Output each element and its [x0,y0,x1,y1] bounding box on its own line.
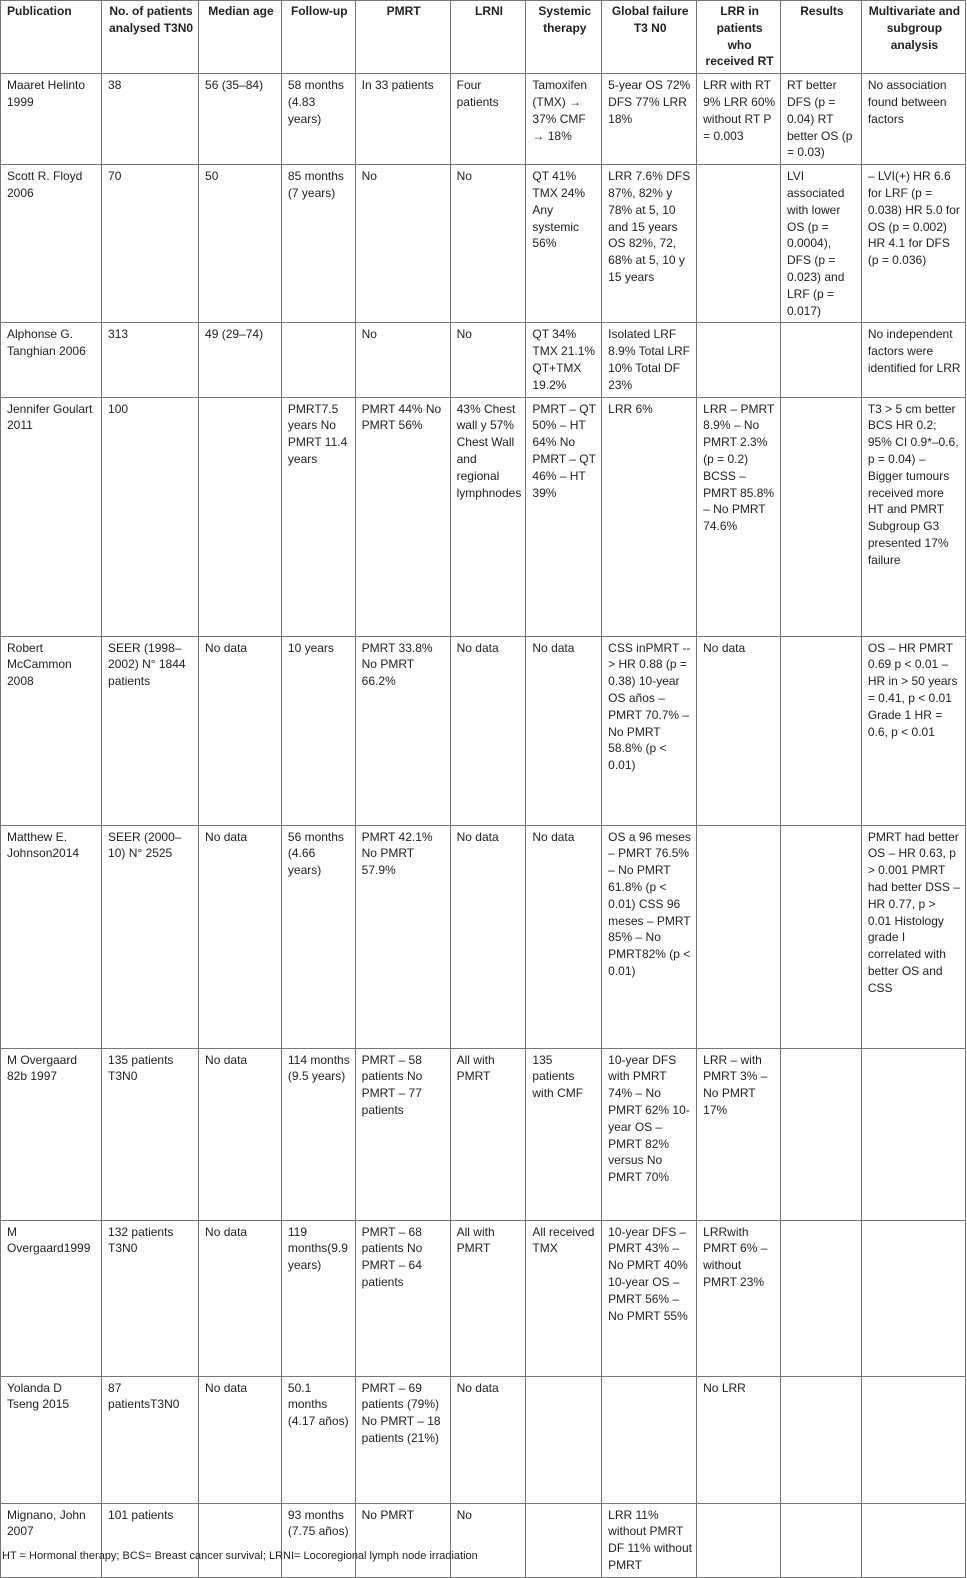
cell-pmrt: In 33 patients [355,74,450,165]
cell-median-age: 49 (29–74) [199,323,282,397]
cell-publication: Matthew E. Johnson2014 [1,825,102,1048]
cell-publication: Yolanda D Tseng 2015 [1,1376,102,1503]
cell-global-failure: LRR 7.6% DFS 87%, 82% y 78% at 5, 10 and 15 years OS 82%, 72, 68% at 5, 10 y 15 years [602,165,697,323]
cell-follow-up: 119 months(9.9 years) [281,1220,355,1376]
cell-patients: 70 [102,165,199,323]
table-row [1,1376,966,1503]
cell-pmrt: PMRT 33.8% No PMRT 66.2% [355,636,450,825]
cell-lrr [697,825,781,1048]
table-row [1,323,966,397]
cell-median-age: No data [199,1048,282,1220]
cell-follow-up: 114 months (9.5 years) [281,1048,355,1220]
table-row [1,1048,966,1220]
cell-results [781,1376,862,1503]
col-header-follow-up: Follow-up [281,1,355,74]
table-row [1,397,966,636]
header-row [1,1,966,74]
cell-lrr [697,165,781,323]
cell-systemic: 135 patients with CMF [526,1048,602,1220]
col-header-median-age: Median age [199,1,282,74]
cell-lrr [697,1503,781,1577]
cell-multivariate [861,1376,965,1503]
cell-publication: Alphonse G. Tanghian 2006 [1,323,102,397]
col-header-results: Results [781,1,862,74]
cell-patients: SEER (2000–10) N° 2525 [102,825,199,1048]
cell-median-age: No data [199,1376,282,1503]
cell-multivariate: PMRT had better OS – HR 0.63, p > 0.001 PMRT had better DSS – HR 0.77, p > 0.01 Histology grade I correlated with better OS and CSS [861,825,965,1048]
cell-results [781,323,862,397]
cell-lrr [697,323,781,397]
cell-results [781,1220,862,1376]
cell-follow-up: 56 months (4.66 years) [281,825,355,1048]
cell-pmrt: PMRT 42.1% No PMRT 57.9% [355,825,450,1048]
table-row [1,636,966,825]
table-row [1,1220,966,1376]
cell-pmrt: PMRT – 68 patients No PMRT – 64 patients [355,1220,450,1376]
cell-follow-up: 10 years [281,636,355,825]
cell-publication: Mignano, John 2007 [1,1503,102,1577]
cell-lrr: LRRwith PMRT 6% – without PMRT 23% [697,1220,781,1376]
cell-lrni: All with PMRT [450,1048,526,1220]
cell-results [781,1503,862,1577]
cell-multivariate: T3 > 5 cm better BCS HR 0.2; 95% CI 0.9*–0.6, p = 0.04) – Bigger tumours received more HT and PMRT Subgroup G3 presented 17% failure [861,397,965,636]
cell-patients: 135 patients T3N0 [102,1048,199,1220]
cell-pmrt: No PMRT [355,1503,450,1577]
cell-patients: 132 patients T3N0 [102,1220,199,1376]
cell-follow-up: 50.1 months (4.17 años) [281,1376,355,1503]
col-header-lrr-rt: LRR in patients who received RT [697,1,781,74]
cell-publication: M Overgaard 82b 1997 [1,1048,102,1220]
table-row [1,74,966,165]
cell-median-age [199,1503,282,1577]
cell-multivariate: No association found between factors [861,74,965,165]
cell-pmrt: PMRT 44% No PMRT 56% [355,397,450,636]
table-row [1,825,966,1048]
cell-publication: Scott R. Floyd 2006 [1,165,102,323]
cell-median-age [199,397,282,636]
cell-median-age: No data [199,1220,282,1376]
cell-multivariate [861,1048,965,1220]
cell-lrr: No LRR [697,1376,781,1503]
cell-patients: 38 [102,74,199,165]
cell-results: RT better DFS (p = 0.04) RT better OS (p = 0.03) [781,74,862,165]
cell-patients: SEER (1998–2002) N° 1844 patients [102,636,199,825]
cell-results [781,825,862,1048]
cell-median-age: No data [199,636,282,825]
cell-follow-up: PMRT7.5 years No PMRT 11.4 years [281,397,355,636]
cell-publication: Maaret Helinto 1999 [1,74,102,165]
cell-systemic: Tamoxifen (TMX) → 37% CMF → 18% [526,74,602,165]
cell-systemic: No data [526,825,602,1048]
cell-lrr: LRR with RT 9% LRR 60% without RT P = 0.003 [697,74,781,165]
cell-lrni: No data [450,636,526,825]
cell-results [781,636,862,825]
col-header-systemic-therapy: Systemic therapy [526,1,602,74]
cell-lrr: LRR – with PMRT 3% – No PMRT 17% [697,1048,781,1220]
table-row [1,165,966,323]
cell-pmrt: PMRT – 69 patients (79%) No PMRT – 18 patients (21%) [355,1376,450,1503]
cell-lrni: Four patients [450,74,526,165]
cell-median-age: 50 [199,165,282,323]
col-header-lrni: LRNI [450,1,526,74]
cell-follow-up: 58 months (4.83 years) [281,74,355,165]
cell-pmrt: PMRT – 58 patients No PMRT – 77 patients [355,1048,450,1220]
cell-global-failure: 10-year DFS with PMRT 74% – No PMRT 62% 10-year OS – PMRT 82% versus No PMRT 70% [602,1048,697,1220]
cell-global-failure: LRR 6% [602,397,697,636]
col-header-patients: No. of patients analysed T3N0 [102,1,199,74]
cell-publication: M Overgaard1999 [1,1220,102,1376]
cell-follow-up: 85 months (7 years) [281,165,355,323]
cell-results [781,397,862,636]
cell-patients: 101 patients [102,1503,199,1577]
cell-global-failure: 5-year OS 72% DFS 77% LRR 18% [602,74,697,165]
cell-lrni: No data [450,1376,526,1503]
cell-publication: Jennifer Goulart 2011 [1,397,102,636]
cell-pmrt: No [355,323,450,397]
cell-systemic: PMRT – QT 50% – HT 64% No PMRT – QT 46% – HT 39% [526,397,602,636]
cell-lrni: No data [450,825,526,1048]
cell-multivariate: No independent factors were identified for LRR [861,323,965,397]
cell-lrr: No data [697,636,781,825]
cell-global-failure: 10-year DFS – PMRT 43% – No PMRT 40% 10-year OS – PMRT 56% – No PMRT 55% [602,1220,697,1376]
cell-global-failure: Isolated LRF 8.9% Total LRF 10% Total DF 23% [602,323,697,397]
cell-systemic: All received TMX [526,1220,602,1376]
cell-lrni: No [450,165,526,323]
cell-global-failure: CSS inPMRT -- > HR 0.88 (p = 0.38) 10-year OS años – PMRT 70.7% – No PMRT 58.8% (p < 0.01) [602,636,697,825]
col-header-pmrt: PMRT [355,1,450,74]
cell-global-failure [602,1376,697,1503]
cell-follow-up: 93 months (7.75 años) [281,1503,355,1577]
col-header-publication: Publication [1,1,102,74]
cell-lrni: No [450,323,526,397]
cell-global-failure: OS a 96 meses – PMRT 76.5% – No PMRT 61.8% (p < 0.01) CSS 96 meses – PMRT 85% – No PMRT82% (p < 0.01) [602,825,697,1048]
cell-patients: 313 [102,323,199,397]
cell-multivariate [861,1220,965,1376]
cell-systemic: No data [526,636,602,825]
cell-median-age: No data [199,825,282,1048]
cell-systemic [526,1376,602,1503]
cell-systemic: QT 34% TMX 21.1% QT+TMX 19.2% [526,323,602,397]
cell-pmrt: No [355,165,450,323]
cell-lrni: 43% Chest wall y 57% Chest Wall and regional lymphnodes [450,397,526,636]
cell-multivariate: OS – HR PMRT 0.69 p < 0.01 – HR in > 50 years = 0.41, p < 0.01 Grade 1 HR = 0.6, p < 0.01 [861,636,965,825]
table-row [1,1503,966,1577]
col-header-global-failure: Global failure T3 N0 [602,1,697,74]
cell-systemic: QT 41% TMX 24% Any systemic 56% [526,165,602,323]
cell-lrni: No [450,1503,526,1577]
cell-lrr: LRR – PMRT 8.9% – No PMRT 2.3% (p = 0.2) BCSS – PMRT 85.8% – No PMRT 74.6% [697,397,781,636]
table-footnote: HT = Hormonal therapy; BCS= Breast cancer survival; LRNI= Locoregional lymph node irradiation [2,1550,478,1562]
cell-median-age: 56 (35–84) [199,74,282,165]
cell-results: LVI associated with lower OS (p = 0.0004), DFS (p = 0.023) and LRF (p = 0.017) [781,165,862,323]
cell-multivariate: – LVI(+) HR 6.6 for LRF (p = 0.038) HR 5.0 for OS (p = 0.002) HR 4.1 for DFS (p = 0.036) [861,165,965,323]
cell-patients: 87 patientsT3N0 [102,1376,199,1503]
col-header-multivariate: Multivariate and subgroup analysis [861,1,965,74]
cell-publication: Robert McCammon 2008 [1,636,102,825]
cell-results [781,1048,862,1220]
cell-global-failure: LRR 11% without PMRT DF 11% without PMRT [602,1503,697,1577]
cell-systemic [526,1503,602,1577]
cell-lrni: All with PMRT [450,1220,526,1376]
cell-multivariate [861,1503,965,1577]
cell-patients: 100 [102,397,199,636]
cell-follow-up [281,323,355,397]
